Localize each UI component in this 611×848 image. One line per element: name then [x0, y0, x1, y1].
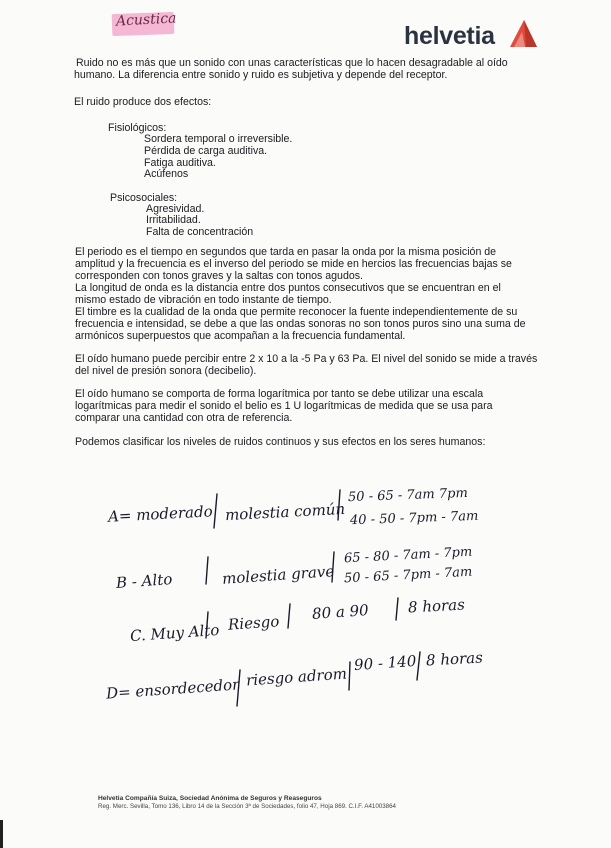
- hw-level-a: A= moderado: [107, 502, 214, 526]
- hw-range-d2: 8 horas: [425, 648, 484, 670]
- hw-divider: [214, 494, 217, 528]
- physio-item: Fatiga auditiva.: [144, 157, 216, 169]
- period-line: El timbre es la cualidad de la onda que permite reconocer la fuente independientemente de su: [75, 306, 518, 318]
- period-line: amplitud y la frecuencia es el inverso del periodo se mide en hercios las frecuencias bajas se: [75, 258, 512, 270]
- physio-item: Pérdida de carga auditiva.: [144, 145, 268, 157]
- hw-divider: [206, 557, 208, 584]
- handwritten-label: Acustica: [115, 10, 177, 30]
- period-line: frecuencia e intensidad, se debe a que las ondas sonoras no son tonos puros sino una suma de: [75, 318, 526, 330]
- period-line: corresponden con tonos graves y la saltas con tonos agudos.: [75, 270, 363, 282]
- log-line: logarítmicas para medir el sonido el belio es 1 U logarítmicas de medida que se usa para: [75, 400, 493, 412]
- hw-level-b: B - Alto: [115, 570, 173, 592]
- hw-divider: [206, 612, 208, 638]
- hw-range-b1: 65 - 80 - 7am - 7pm: [343, 544, 473, 567]
- psycho-heading: Psicosociales:: [110, 192, 178, 204]
- hw-effect-d: riesgo adrom: [245, 664, 348, 690]
- physio-item: Sordera temporal o irreversible.: [144, 133, 293, 145]
- hw-divider: [349, 662, 350, 690]
- psycho-item: Falta de concentración: [146, 226, 254, 238]
- hw-range-c2: 8 horas: [407, 595, 466, 617]
- footer-company: Helvetia Compañía Suiza, Sociedad Anónima de Seguros y Reaseguros: [98, 795, 322, 802]
- hw-effect-c: Riesgo: [227, 612, 280, 634]
- intro-line-1: Ruido no es más que un sonido con unas características que lo hacen desagradable al oído: [76, 57, 508, 69]
- hw-effect-b: molestia grave: [221, 562, 335, 588]
- hw-level-d: D= ensordecedor: [105, 675, 240, 703]
- page-edge-mark: [0, 820, 3, 848]
- hw-divider: [417, 652, 420, 680]
- physio-heading: Fisiológicos:: [108, 122, 167, 134]
- intro-line-2: humano. La diferencia entre sonido y ruido es subjetiva y depende del receptor.: [74, 69, 448, 81]
- psycho-item: Agresividad.: [146, 203, 205, 215]
- period-line: armónicos superpuestos que acompañan a la frecuencia fundamental.: [75, 330, 406, 342]
- psycho-item: Irritabilidad.: [146, 214, 201, 226]
- period-line: La longitud de onda es la distancia entre dos puntos consecutivos que se encuentran en el: [75, 282, 501, 294]
- physio-item: Acúfenos: [144, 168, 189, 180]
- hw-range-d1: 90 - 140: [353, 651, 417, 675]
- ear-line: del nivel de presión sonora (decibelio).: [75, 365, 257, 377]
- footer-registry: Reg. Merc. Sevilla, Tomo 136, Libro 14 de la Sección 3ª de Sociedades, folio 47, Hoja 869. C.I.F. A41003864: [98, 803, 396, 810]
- hw-divider: [288, 604, 290, 628]
- hw-divider: [332, 552, 334, 582]
- classify-line: Podemos clasificar los niveles de ruidos continuos y sus efectos en los seres humanos:: [75, 436, 486, 448]
- log-line: comparar una cantidad con otra de referencia.: [75, 412, 293, 424]
- brand-logo-text: helvetia: [404, 22, 495, 50]
- ear-line: El oído humano puede percibir entre 2 x 10 a la -5 Pa y 63 Pa. El nivel del sonido se mide a través: [75, 353, 538, 365]
- hw-range-a1: 50 - 65 - 7am 7pm: [347, 485, 469, 506]
- hw-divider: [396, 598, 398, 620]
- period-line: El periodo es el tiempo en segundos que tarda en pasar la onda por la misma posición de: [75, 246, 497, 258]
- hw-divider: [237, 670, 240, 706]
- period-line: mismo estado de vibración en todo instante de tiempo.: [75, 294, 332, 306]
- hw-range-a2: 40 - 50 - 7pm - 7am: [349, 508, 479, 529]
- log-line: El oído humano se comporta de forma logarítmica por tanto se debe utilizar una escala: [75, 388, 484, 400]
- hw-effect-a: molestia común: [224, 499, 346, 525]
- hw-range-b2: 50 - 65 - 7pm - 7am: [343, 564, 473, 587]
- hw-level-c: C. Muy Alto: [129, 620, 220, 646]
- effects-heading: El ruido produce dos efectos:: [74, 96, 212, 108]
- hw-divider: [338, 490, 340, 520]
- hw-range-c1: 80 a 90: [311, 601, 370, 623]
